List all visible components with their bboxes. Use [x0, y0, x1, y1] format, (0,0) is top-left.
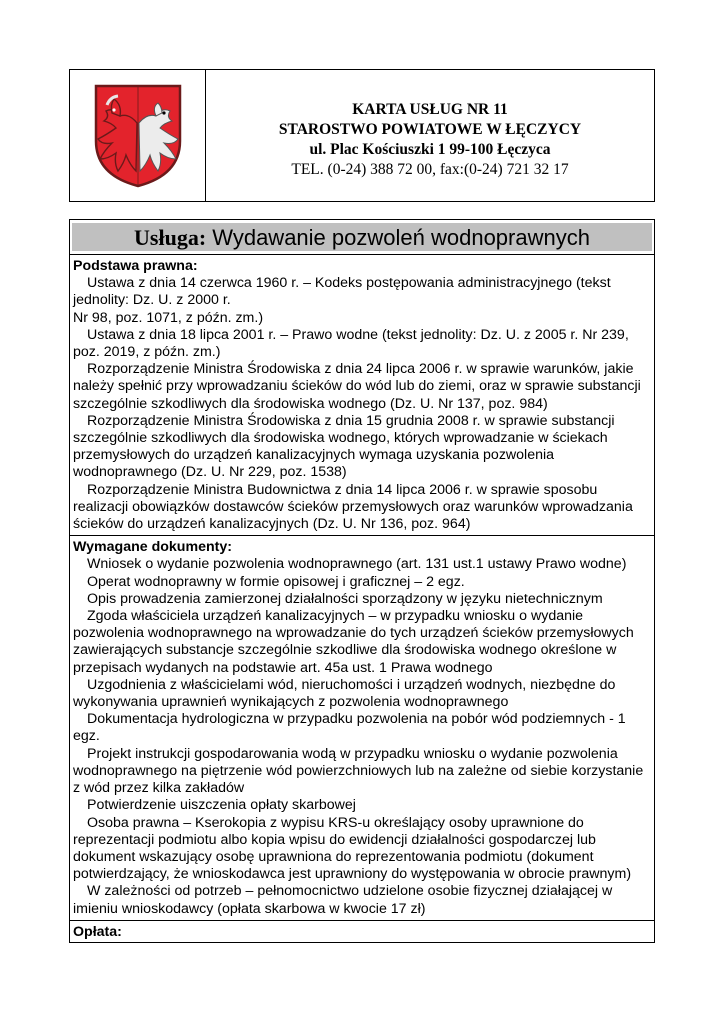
- coat-of-arms-icon: [92, 83, 184, 189]
- office-phone: TEL. (0-24) 388 72 00, fax:(0-24) 721 32 17: [291, 161, 569, 178]
- service-title-bar: [72, 223, 652, 251]
- required-documents-heading: Wymagane dokumenty:: [73, 539, 232, 556]
- required-documents-section: [70, 535, 654, 919]
- legal-basis-section: [70, 254, 654, 535]
- list-item: Ustawa z dnia 14 czerwca 1960 r. – Kodeks postępowania administracyjnego (tekst jednolity: Dz. U. z 2000 r.: [73, 275, 611, 309]
- header-box: [69, 69, 655, 202]
- list-item: Rozporządzenie Ministra Środowiska z dnia 24 lipca 2006 r. w sprawie warunków, jakie należy spełnić przy wprowadzaniu ścieków do wód lub do ziemi, oraz w sprawie substancji szczególnie szkodliwych dla środowiska wodnego (Dz. U. Nr 137, poz. 984): [73, 361, 641, 412]
- service-name: Wydawanie pozwoleń wodnoprawnych: [206, 225, 590, 250]
- legal-basis-heading: Podstawa prawna:: [73, 258, 198, 274]
- header-text: [206, 70, 654, 201]
- list-item: Osoba prawna – Kserokopia z wypisu KRS-u określający osoby uprawnione do reprezentacji podmiotu albo kopia wpisu do ewidencji działalności gospodarczej lub dokument wskazujący osobę uprawniona do reprezentowania podmiotu (dokument potwierdzający, że wnioskodawca jest uprawniony do występowania w obrocie prawnym): [73, 814, 632, 883]
- service-label: Usługa:: [134, 225, 207, 250]
- list-item: Opis prowadzenia zamierzonej działalności sporządzony w języku nietechnicznym: [87, 590, 603, 607]
- list-item: Potwierdzenie uiszczenia opłaty skarbowej: [87, 797, 356, 814]
- service-card: [69, 219, 655, 943]
- list-item: Zgoda właściciela urządzeń kanalizacyjnych – w przypadku wniosku o wydanie pozwolenia wodnoprawnego na wprowadzanie do tych urządzeń ścieków przemysłowych zawierających substancje szczególnie szkodliwe dla środowiska wodnego określone w przepisach wydanych na podstawie art. 45a ust. 1 Prawa wodnego: [73, 608, 634, 676]
- crest-cell: [70, 70, 206, 201]
- office-name: STAROSTWO POWIATOWE W ŁĘCZYCY: [278, 121, 582, 138]
- list-item: Rozporządzenie Ministra Budownictwa z dnia 14 lipca 2006 r. w sprawie sposobu realizacji obowiązków dostawców ścieków przemysłowych oraz warunków wprowadzania ścieków do urządzeń kanalizacyjnych (Dz. U. Nr 136, poz. 964): [73, 481, 633, 533]
- list-item: Nr 98, poz. 1071, z późn. zm.): [73, 309, 264, 326]
- list-item: Rozporządzenie Ministra Środowiska z dnia 15 grudnia 2008 r. w sprawie substancji szczególnie szkodliwych dla środowiska wodnego, których wprowadzanie w ściekach przemysłowych do urządzeń kanalizacyjnych wymaga uzyskania pozwolenia wodnoprawnego (Dz. U. Nr 229, poz. 1538): [73, 412, 615, 481]
- list-item: Ustawa z dnia 18 lipca 2001 r. – Prawo wodne (tekst jednolity: Dz. U. z 2005 r. Nr 239, poz. 2019, z późn. zm.): [73, 326, 629, 361]
- list-item: Uzgodnienia z właścicielami wód, nieruchomości i urządzeń wodnych, niezbędne do wykonywania uprawnień wynikających z pozwolenia wodnoprawnego: [73, 676, 616, 711]
- list-item: Wniosek o wydanie pozwolenia wodnoprawnego (art. 131 ust.1 ustawy Prawo wodne): [87, 556, 627, 573]
- office-address: ul. Plac Kościuszki 1 99-100 Łęczyca: [309, 141, 551, 158]
- card-title: KARTA USŁUG NR 11: [352, 101, 508, 118]
- list-item: Dokumentacja hydrologiczna w przypadku pozwolenia na pobór wód podziemnych - 1 egz.: [73, 711, 626, 745]
- list-item: Projekt instrukcji gospodarowania wodą w przypadku wniosku o wydanie pozwolenia wodnoprawnego na piętrzenie wód powierzchniowych lub na zależne od siebie korzystanie z wód przez kilka zakładów: [73, 745, 644, 797]
- list-item: Operat wodnoprawny w formie opisowej i graficznej – 2 egz.: [87, 573, 465, 590]
- fee-section: [70, 920, 654, 943]
- fee-heading: Opłata:: [73, 923, 122, 940]
- list-item: W zależności od potrzeb – pełnomocnictwo udzielone osobie fizycznej działającej w imieniu wnioskodawcy (opłata skarbowa w kwocie 17 zł): [73, 883, 613, 917]
